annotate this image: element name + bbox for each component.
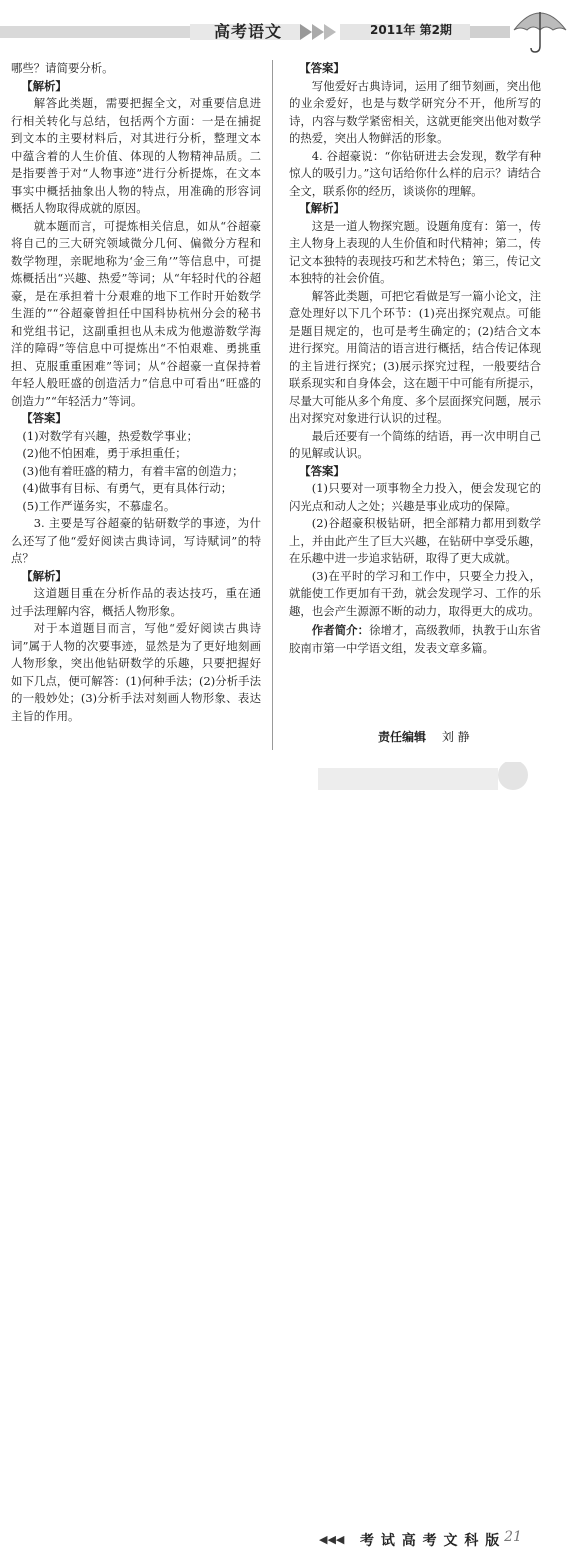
page-number: 21 (504, 1529, 522, 1545)
section-tag: 【答案】 (299, 61, 345, 75)
answer-item: (5)工作严谨务实，不慕虚名。 (22, 498, 176, 513)
editor-label: 责任编辑 (378, 730, 427, 744)
answer-item: (4)做事有目标、有勇气，更有具体行动； (22, 481, 233, 495)
paragraph: 3. 主要是写谷超豪的钻研数学的事迹，为什么还写了他“爱好阅读古典诗词，写诗赋词”的特点？ (11, 516, 261, 565)
author-text: 徐增才，高级教师，执教于山东省胶南市第一中学语文组，发表文章多篇。 (289, 623, 541, 655)
section-tag: 【解析】 (299, 201, 345, 215)
paragraph: 哪些？请简要分析。 (11, 61, 114, 75)
paragraph: 就本题而言，可提炼相关信息，如从“谷超豪将自己的三大研究领域微分几何、偏微分方程和数学物理，亲昵地称为‘金三角’”等信息中，可提炼概括出“兴趣、热爱”等词；从“年轻时代的谷超豪，是在承担着十分艰难的地下工作时开始数学生涯的”“谷超豪曾担任中国科协杭州分会的秘书和党组书记，这副重担也从未成为他遨游数学海洋的障碍”等信息中可提炼出“不怕艰难、勇挑重担、克服重重困难”等词；从“谷超豪一直保持着年轻人般旺盛的创造活力”信息中可看出“旺盛的创造力”“年轻活力”等词。 (11, 218, 261, 408)
answer-item: (1)对数学有兴趣，热爱数学事业； (22, 428, 198, 443)
page-header (0, 0, 579, 52)
paragraph: (2)谷超豪积极钻研，把全部精力都用到数学上，并由此产生了巨大兴趣，在钻研中享受乐趣，在乐趣中进一步追求钻研，取得了更大成就。 (289, 516, 541, 565)
paragraph: 最后还要有一个简练的结语，再一次申明自己的见解或认识。 (289, 428, 541, 460)
editor-credit (378, 728, 470, 745)
paragraph: 4. 谷超豪说：“你钻研进去会发现，数学有种惊人的吸引力。”这句话给你什么样的启示？请结合全文，联系你的经历，谈谈你的理解。 (289, 148, 541, 198)
footer-arrows-icon: ◀◀◀ (319, 1533, 345, 1546)
footer-magazine-name: 考 试 高 考 文 科 版 (360, 1533, 501, 1549)
author-bio (289, 622, 541, 657)
column-divider (272, 60, 273, 750)
section-tag: 【解析】 (21, 78, 67, 93)
paragraph: 对于本道题目而言，写他“爱好阅读古典诗词”属于人物的次要事迹，显然是为了更好地刻画人物形象，突出他钻研数学的乐趣，只要把握好如下几点，便可解答：(1)何种手法；(2)分析手法的一般妙处；(3)分析手法对刻画人物形象、表达主旨的作用。 (11, 621, 261, 723)
answer-item: (2)他不怕困难，勇于承担重任； (22, 446, 187, 460)
issue-number: 2011年 第2期 (370, 23, 452, 37)
paragraph: 这道题目重在分析作品的表达技巧，重在通过手法理解内容，概括人物形象。 (11, 586, 261, 618)
editor-name: 刘 静 (441, 730, 470, 744)
section-tag: 【答案】 (299, 463, 345, 478)
paragraph: 这是一道人物探究题。设题角度有：第一，传主人物身上表现的人生价值和时代精神；第二，传记文本独特的表现技巧和艺术特色；第三，传记文本独特的社会价值。 (289, 218, 541, 285)
paragraph: (1)只要对一项事物全力投入，便会发现它的闪光点和动人之处；兴趣是事业成功的保障。 (289, 481, 541, 513)
author-label: 作者简介： (311, 623, 370, 637)
paragraph: (3)在平时的学习和工作中，只要全力投入，就能使工作更加有干劲，就会发现学习、工作的乐趣，也会产生源源不断的动力，取得更大的成功。 (289, 568, 541, 618)
section-tag: 【解析】 (21, 568, 67, 583)
left-column (11, 60, 261, 725)
paragraph: 解答此类题，可把它看做是写一篇小论文，注意处理好以下几个环节：(1)亮出探究观点。可能是题目规定的，也可是考生确定的；(2)结合文本进行探究。用简洁的语言进行概括，结合传记体现的主旨进行探究；(3)展示探究过程，一般要结合联系现实和自身体会，这在题干中可能有所提示，尽量大可能从多个角度、多个层面探究问题，展示出对探究对象进行认识的过程。 (289, 288, 541, 425)
header-band (0, 22, 579, 42)
footer-band (0, 762, 579, 800)
section-tag: 【答案】 (21, 411, 67, 425)
paragraph: 写他爱好古典诗词，运用了细节刻画，突出他的业余爱好，也是与数学研究分不开，他所写的诗，内容与数学紧密相关，这就更能突出他对数学的热爱，突出人物鲜活的形象。 (289, 78, 541, 145)
paragraph: 解答此类题，需要把握全文，对重要信息进行相关转化与总结，包括两个方面：一是在捕捉到文本的主要材料后，对其进行分析，整理文本中蕴含着的人生价值、体现的人物精神品质。二是指要善于对“人物事迹”进行分析提炼，在文本事实中概括抽象出人物的特点，用准确的形容词概括人物取得成就的原因。 (11, 96, 261, 215)
right-column (289, 60, 541, 657)
journal-title: 高考语文 (214, 22, 283, 41)
umbrella-icon (510, 2, 570, 54)
answer-item: (3)他有着旺盛的精力，有着丰富的创造力； (22, 463, 244, 478)
page-footer (0, 762, 579, 1549)
